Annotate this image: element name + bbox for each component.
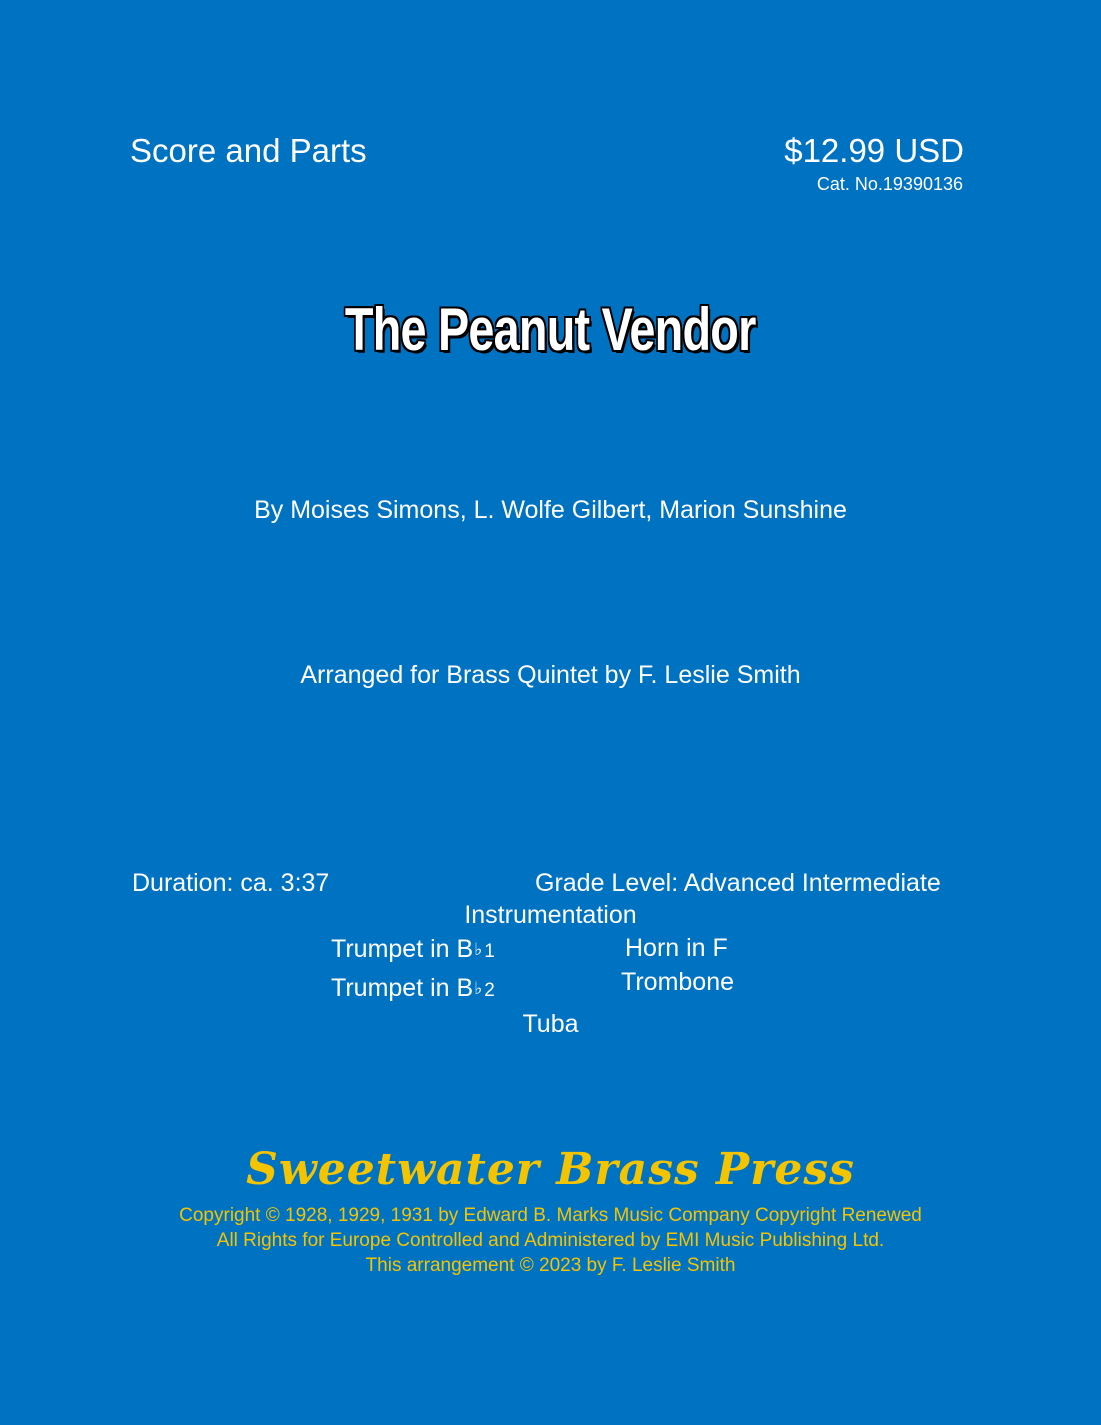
catalog-number: Cat. No.19390136	[816, 174, 963, 194]
instrument-trombone: Trombone	[621, 968, 735, 996]
composers-line: By Moises Simons, L. Wolfe Gilbert, Marion Sunshine	[254, 496, 847, 524]
price: $12.99 USD	[784, 132, 964, 169]
title-container	[0, 290, 1101, 370]
edition-label: Score and Parts	[130, 132, 367, 169]
flat-symbol: ♭	[474, 940, 483, 959]
copyright-line: All Rights for Europe Controlled and Administered by EMI Music Publishing Ltd.	[216, 1230, 885, 1251]
publisher-name: Sweetwater Brass Press	[246, 1144, 855, 1195]
instrument-trumpet-2	[331, 973, 495, 1006]
publisher-logo	[0, 1140, 1101, 1200]
instrument-trumpet-1	[331, 934, 495, 967]
instrument-name: Trumpet in B	[331, 974, 474, 1002]
copyright-line: This arrangement © 2023 by F. Leslie Smith	[365, 1255, 736, 1276]
page-title: The Peanut Vendor	[345, 296, 756, 363]
copyright-line: Copyright © 1928, 1929, 1931 by Edward B. Marks Music Company Copyright Renewed	[179, 1205, 922, 1226]
part-number: 2	[484, 980, 495, 1001]
part-number: 1	[484, 941, 495, 962]
instrumentation-heading: Instrumentation	[464, 901, 637, 929]
duration: Duration: ca. 3:37	[132, 869, 330, 897]
instrument-horn: Horn in F	[625, 934, 728, 962]
instrument-tuba: Tuba	[522, 1010, 579, 1038]
arranger-line: Arranged for Brass Quintet by F. Leslie Smith	[300, 661, 801, 689]
instrument-name: Trumpet in B	[331, 935, 474, 963]
flat-symbol: ♭	[474, 979, 483, 998]
grade-level: Grade Level: Advanced Intermediate	[535, 869, 941, 897]
